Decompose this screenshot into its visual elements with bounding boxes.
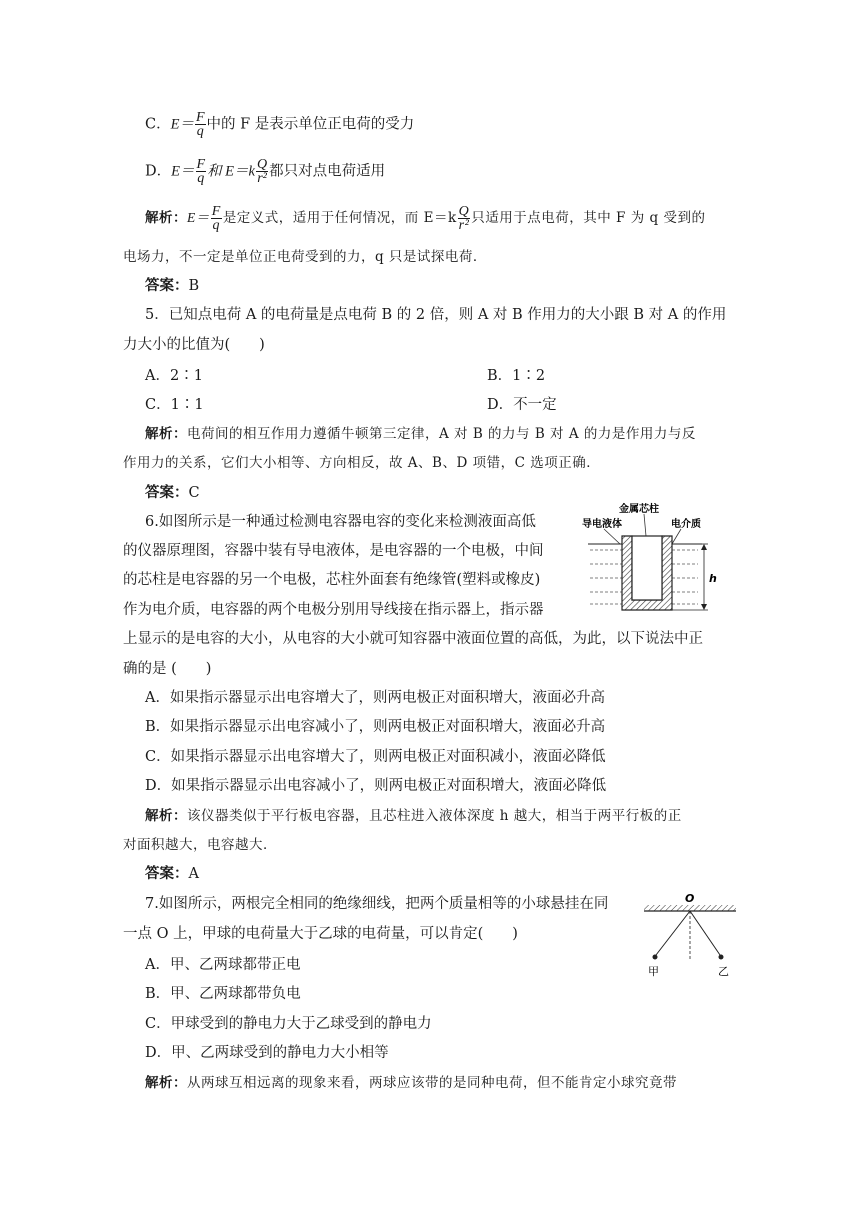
- q4-option-d: D．E＝ $\frac{F}{q}$ 和 E＝k $\frac{Q}{\text{r²}}$ 都只对点电荷适用: [145, 157, 386, 186]
- q6-stem-line3: 的芯柱是电容器的另一个电极，芯柱外面套有绝缘管(塑料或橡皮): [123, 572, 541, 588]
- q6-stem-line4: 作为电介质，电容器的两个电极分别用导线接在指示器上，指示器: [123, 602, 544, 618]
- q6-option-b: B．如果指示器显示出电容减小了，则两电极正对面积增大，液面必升高: [145, 719, 606, 735]
- q5-option-a: A．2∶1: [145, 368, 203, 384]
- q7-analysis: 解析：从两球互相远离的现象来看，两球应该带的是同种电荷，但不能肯定小球究竟带: [145, 1075, 677, 1091]
- q7-option-b: B．甲、乙两球都带负电: [145, 986, 301, 1002]
- q7-stem: 7.如图所示，两根完全相同的绝缘细线，把两个质量相等的小球悬挂在同: [145, 896, 609, 912]
- q6-stem-line2: 的仪器原理图，容器中装有导电液体，是电容器的一个电极，中间: [123, 543, 544, 559]
- q7-stem-line2: 一点 O 上，甲球的电荷量大于乙球的电荷量，可以肯定( ): [123, 926, 518, 942]
- label-jia: 甲: [648, 965, 659, 978]
- q5-stem-line2: 力大小的比值为( ): [123, 337, 265, 353]
- label-o: O: [685, 892, 695, 905]
- q5-option-d: D．不一定: [487, 397, 557, 413]
- q7-option-a: A．甲、乙两球都带正电: [145, 957, 301, 973]
- pendulum-balls-figure: [640, 885, 740, 980]
- q7-option-d: D．甲、乙两球受到的静电力大小相等: [145, 1045, 389, 1061]
- q5-answer: 答案：C: [145, 484, 200, 501]
- q4-analysis-line2: 电场力，不一定是单位正电荷受到的力，q 只是试探电荷．: [123, 249, 487, 265]
- q6-stem: 6.如图所示是一种通过检测电容器电容的变化来检测液面高低: [145, 514, 536, 530]
- label-h: h: [709, 572, 717, 585]
- q6-analysis: 解析：该仪器类似于平行板电容器，且芯柱进入液体深度 h 越大，相当于两平行板的正: [145, 808, 682, 824]
- q5-analysis-line2: 作用力的关系，它们大小相等、方向相反，故 A、B、D 项错，C 选项正确．: [123, 455, 601, 471]
- label-dielectric: 电介质: [671, 519, 701, 530]
- q6-option-a: A．如果指示器显示出电容增大了，则两电极正对面积增大，液面必升高: [145, 690, 605, 706]
- label-yi: 乙: [718, 965, 729, 978]
- q5-stem: 5．已知点电荷 A 的电荷量是点电荷 B 的 2 倍，则 A 对 B 作用力的大小跟 B 对 A 的作用: [145, 307, 727, 323]
- q6-option-c: C．如果指示器显示出电容增大了，则两电极正对面积减小，液面必降低: [145, 749, 606, 765]
- q5-option-b: B．1∶2: [487, 368, 546, 384]
- label-conductive-liquid: 导电液体: [582, 519, 622, 530]
- q7-option-c: C．甲球受到的静电力大于乙球受到的静电力: [145, 1016, 432, 1032]
- label-metal-core: 金属芯柱: [619, 504, 659, 515]
- q6-stem-line5: 上显示的是电容的大小，从电容的大小就可知容器中液面位置的高低，为此，以下说法中正: [123, 631, 703, 647]
- q6-option-d: D．如果指示器显示出电容减小了，则两电极正对面积增大，液面必降低: [145, 778, 607, 794]
- q4-option-c: C．E＝ $\frac{F}{q}$ 中的 F 是表示单位正电荷的受力: [145, 110, 415, 139]
- capacitor-level-figure: [576, 500, 726, 618]
- q6-stem-line6: 确的是 ( ): [123, 661, 212, 677]
- q6-answer: 答案：A: [145, 865, 199, 882]
- q4-answer: 答案：B: [145, 277, 200, 294]
- q6-analysis-line2: 对面积越大，电容越大．: [123, 837, 277, 853]
- q5-option-c: C．1∶1: [145, 397, 204, 413]
- q4-analysis: 解析：E＝ $\frac{F}{q}$ 是定义式，适用于任何情况，而 E＝k $\frac{Q}{\text{r²}}$ 只适用于点电荷，其中 F 为 q 受到的: [145, 204, 706, 233]
- q5-analysis: 解析：电荷间的相互作用力遵循牛顿第三定律，A 对 B 的力与 B 对 A 的力是作用力与反: [145, 426, 696, 442]
